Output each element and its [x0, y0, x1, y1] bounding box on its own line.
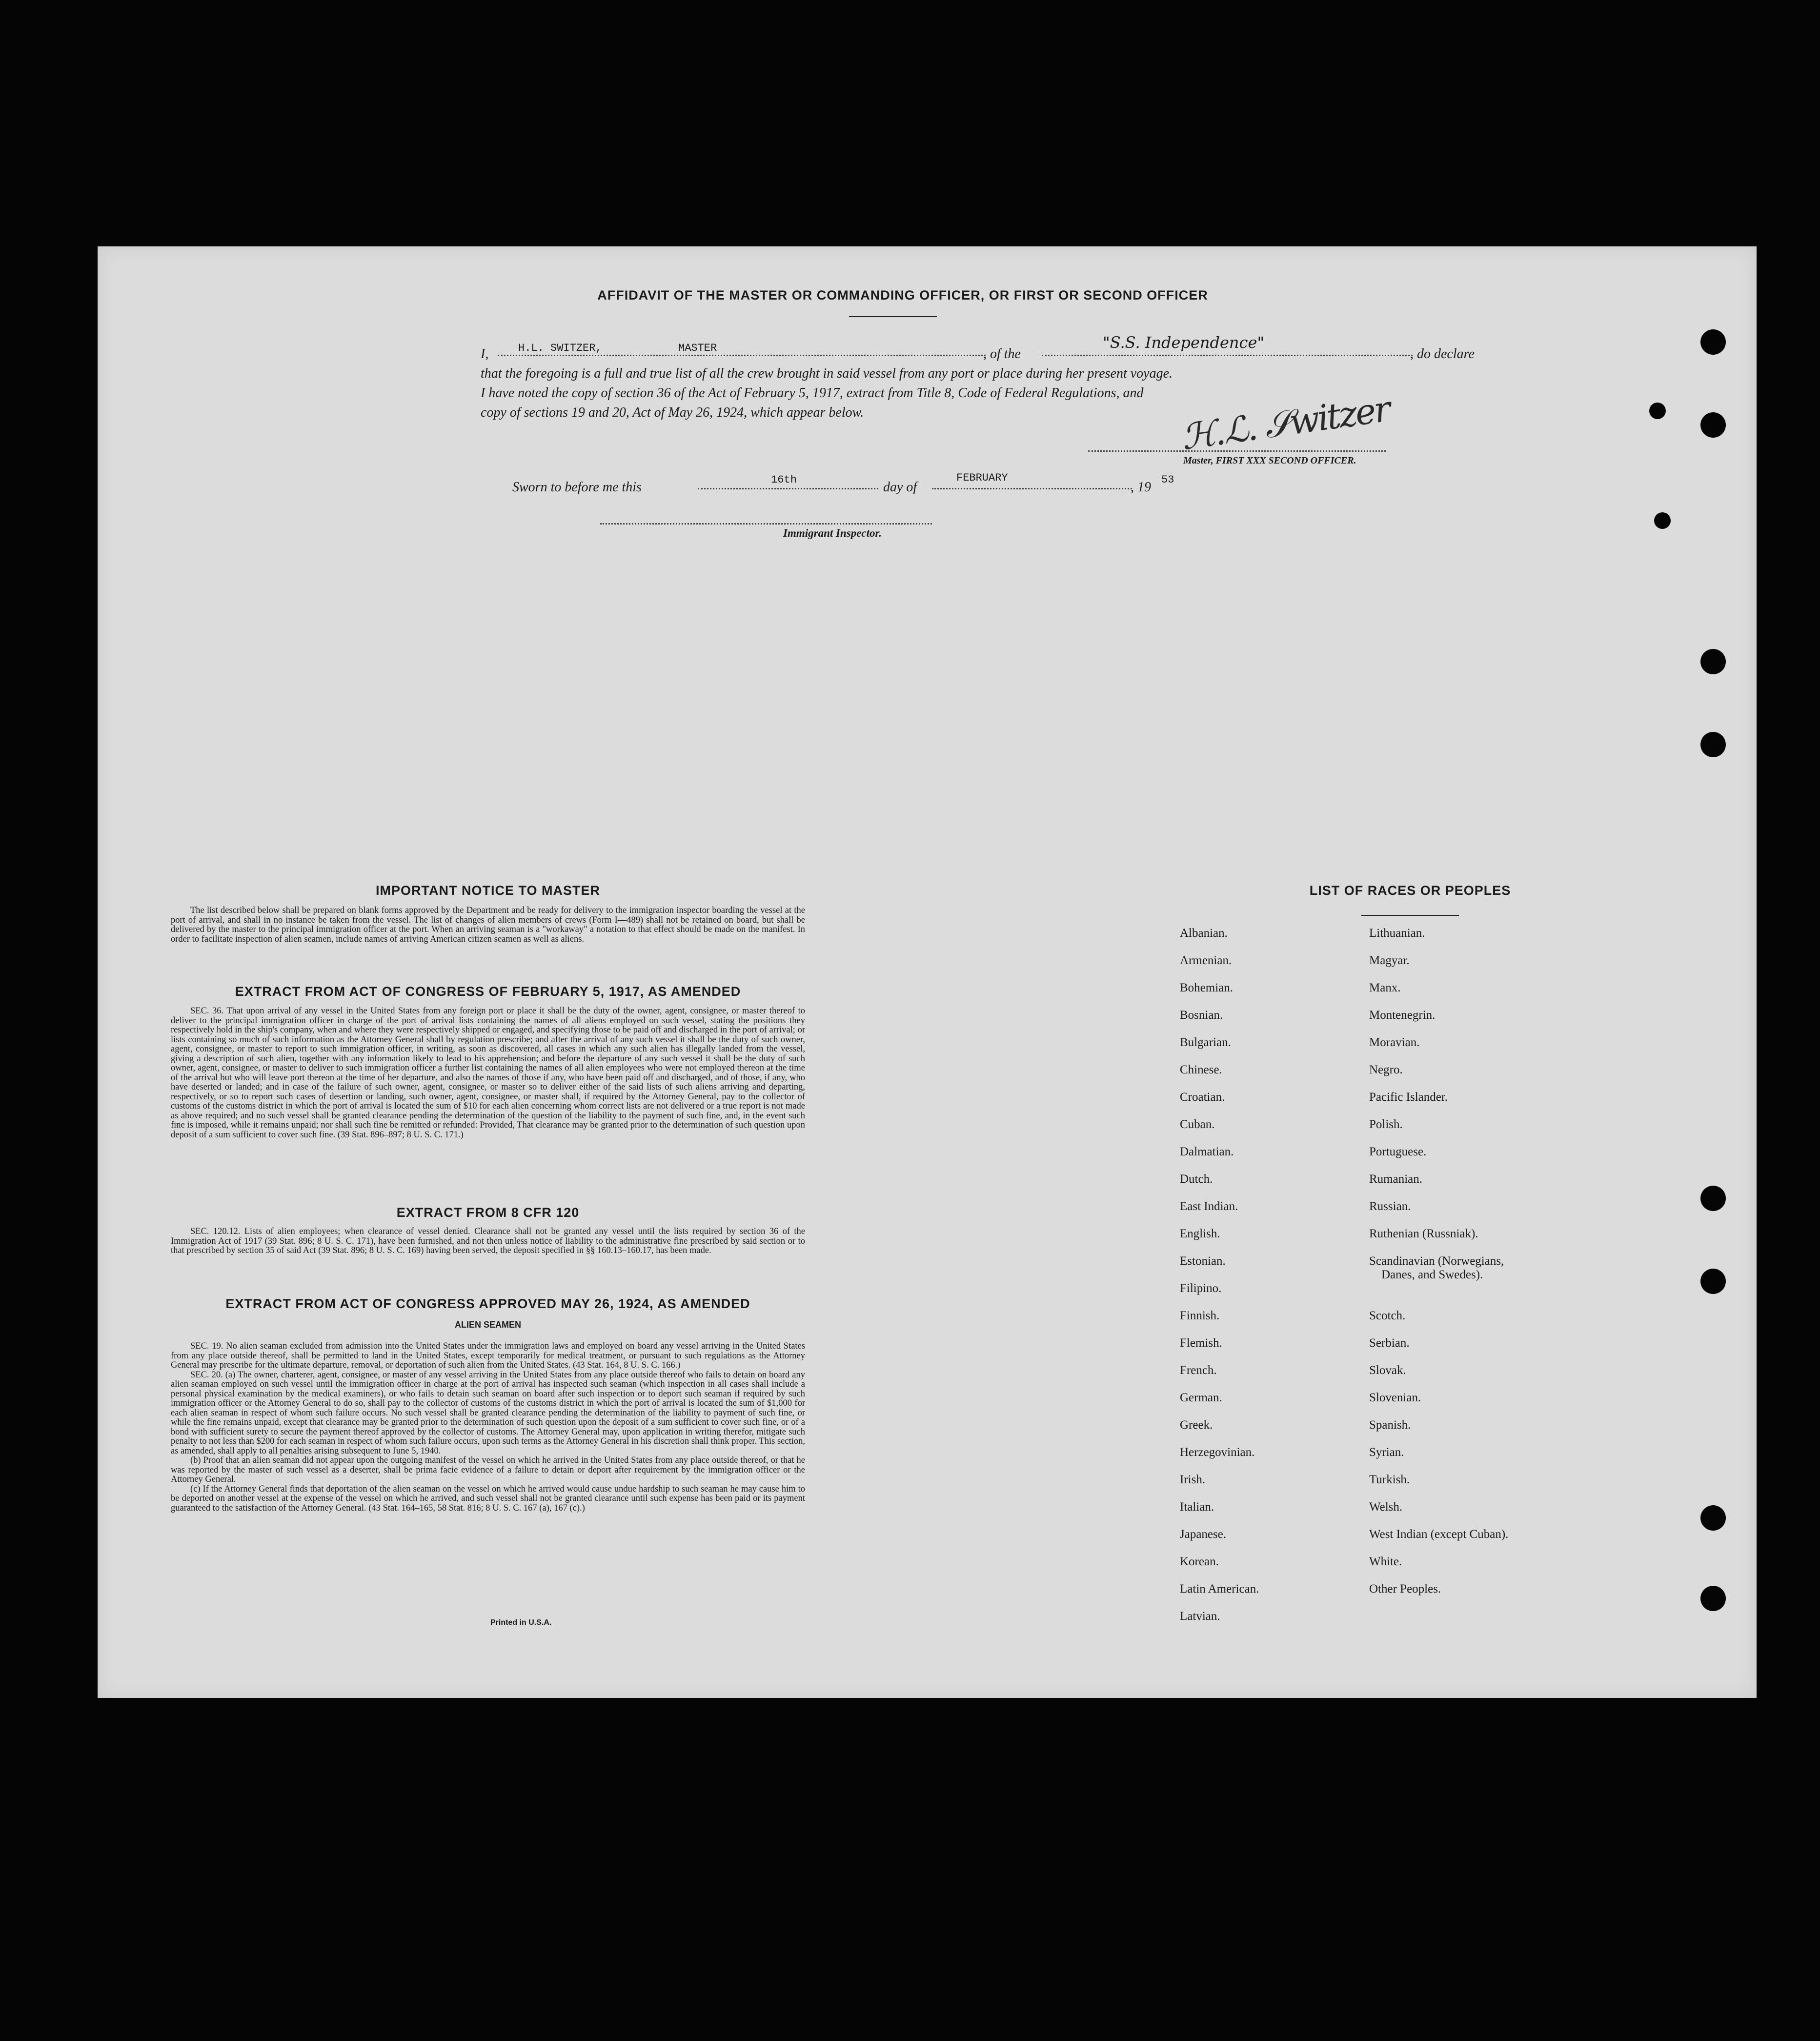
sworn-label: Sworn to before me this	[512, 480, 642, 495]
notice-heading: IMPORTANT NOTICE TO MASTER	[376, 883, 600, 898]
affidavit-line-4: copy of sections 19 and 20, Act of May 26, 1924, which appear below.	[481, 405, 864, 420]
race-item: Bohemian.	[1180, 981, 1234, 994]
race-item: Latin American.	[1180, 1582, 1259, 1596]
punch-hole	[1700, 329, 1726, 355]
race-item: Russian.	[1369, 1200, 1411, 1213]
race-item: Magyar.	[1369, 954, 1410, 967]
race-item: Polish.	[1369, 1118, 1403, 1131]
name-blank	[498, 355, 986, 356]
sworn-month: FEBRUARY	[956, 472, 1008, 484]
sec-20a: SEC. 20. (a) The owner, charterer, agent, consignee, or master of any vessel arriving in the United States from any place outside thereof who fails to detain on board any alien seaman employed on such vessel until the immigration officer in charge at the port of arrival has inspected such seaman (which inspection in all cases shall include a personal physical examination by the medical examiners), or who fails to detain such seaman on board after such inspection or to deport such seaman if required by such immigration officer or the Attorney General to do so, shall pay to the collector of customs of the customs district in which the port of arrival is located the sum of $1,000 for each alien seaman in respect of whom such failure occurs. No such vessel shall be granted clearance pending the determination of the liability to payment of such fine, or while the fine remains unpaid, except that clearance may be granted prior to the determination of such question upon the deposit of a sum sufficient to cover such fine, or of a bond with sufficient surety to secure the payment thereof approved by the collector of customs. The Attorney General may, upon application in writing therefor, mitigate such penalty to not less than $200 for each seaman in respect of whom such failure occurs, upon such terms as the Attorney General in his discretion shall think proper. This section, as amended, shall apply to all penalties arising subsequent to June 5, 1940.	[171, 1370, 805, 1456]
race-item: Bosnian.	[1180, 1009, 1223, 1022]
extract-1917-heading: EXTRACT FROM ACT OF CONGRESS OF FEBRUARY 5, 1917, AS AMENDED	[235, 984, 741, 999]
race-item: English.	[1180, 1227, 1220, 1240]
affidavit-line-2: that the foregoing is a full and true list of all the crew brought in said vessel from any port or place during her present voyage.	[481, 366, 1173, 381]
master-title: MASTER	[678, 342, 717, 354]
printed-in-usa: Printed in U.S.A.	[490, 1618, 552, 1627]
race-item: Croatian.	[1180, 1091, 1225, 1104]
extract-1924-heading: EXTRACT FROM ACT OF CONGRESS APPROVED MAY 26, 1924, AS AMENDED	[225, 1296, 750, 1311]
race-item: Armenian.	[1180, 954, 1232, 967]
punch-hole	[1700, 1269, 1726, 1294]
month-blank	[932, 488, 1132, 489]
race-item: Lithuanian.	[1369, 927, 1425, 940]
race-item: Turkish.	[1369, 1473, 1410, 1486]
race-item: Japanese.	[1180, 1528, 1227, 1541]
sec-20c: (c) If the Attorney General finds that deportation of the alien seaman on the vessel on which he arrived would cause undue hardship to such seaman he may cause him to be deported on another vessel at the expense of the vessel on which he arrived, and such vessel shall not be granted clearance until such expense has been paid or its payment guaranteed to the satisfaction of the Attorney General. (43 Stat. 164–165, 58 Stat. 816; 8 U. S. C. 167 (a), 167 (c).)	[171, 1484, 805, 1513]
document-page	[98, 246, 1757, 1698]
punch-hole	[1654, 512, 1671, 529]
affidavit-line-3: I have noted the copy of section 36 of the Act of February 5, 1917, extract from Title 8, Code of Federal Regulations, and	[481, 385, 1144, 401]
race-item: Scotch.	[1369, 1309, 1406, 1322]
year-prefix: , 19	[1131, 480, 1151, 495]
race-item: Other Peoples.	[1369, 1582, 1441, 1596]
punch-hole	[1700, 732, 1726, 757]
extract-1924-text	[171, 1342, 805, 1513]
race-item: Finnish.	[1180, 1309, 1220, 1322]
race-item: Rumanian.	[1369, 1172, 1423, 1186]
race-item: Montenegrin.	[1369, 1009, 1436, 1022]
extract-8cfr-heading: EXTRACT FROM 8 CFR 120	[396, 1205, 580, 1220]
race-item: Negro.	[1369, 1063, 1403, 1076]
sworn-day: 16th	[771, 474, 797, 486]
race-item: Greek.	[1180, 1418, 1213, 1432]
inspector-label: Immigrant Inspector.	[783, 527, 882, 539]
extract-8cfr-text: SEC. 120.12. Lists of alien employees; when clearance of vessel denied. Clearance shall not be granted any vessel until the lists required by section 36 of the Immigration Act of 1917 (39 Stat. 896; 8 U. S. C. 171), have been furnished, and not then unless notice of liability to the administrative fine prescribed by said section or to that prescribed by section 35 of said Act (39 Stat. 896; 8 U. S. C. 169) having been served, the deposit specified in §§ 160.13–160.17, has been made.	[171, 1227, 805, 1255]
races-column-1	[1180, 920, 1259, 1630]
race-item: Chinese.	[1180, 1063, 1222, 1076]
inspector-line	[600, 523, 932, 525]
day-blank	[698, 488, 878, 489]
alien-seamen-subheading: ALIEN SEAMEN	[454, 1320, 521, 1330]
race-item: Serbian.	[1369, 1336, 1410, 1350]
affidavit-i: I,	[481, 346, 489, 362]
punch-hole	[1700, 649, 1726, 674]
race-item: Bulgarian.	[1180, 1036, 1231, 1049]
punch-hole	[1700, 1586, 1726, 1611]
race-item: Dalmatian.	[1180, 1145, 1234, 1158]
day-of-label: day of	[883, 480, 917, 495]
race-item: Estonian.	[1180, 1254, 1226, 1268]
race-item: Portuguese.	[1369, 1145, 1427, 1158]
race-item: Flemish.	[1180, 1336, 1222, 1350]
races-underline	[1361, 915, 1459, 916]
notice-text: The list described below shall be prepared on blank forms approved by the Department and be ready for delivery to the immigration inspector boarding the vessel at the port of arrival, and shall in no instance be taken from the vessel. The list of changes of alien members of crews (Form I—489) shall not be retained on board, but shall be delivered by the master to the principal immigration officer at the port. When an arriving seaman is a "workaway" a notation to that effect should be made on the manifest. In order to facilitate inspection of alien seamen, include names of arriving American citizen seamen as well as aliens.	[171, 906, 805, 944]
race-item: Albanian.	[1180, 927, 1228, 940]
race-item: Irish.	[1180, 1473, 1206, 1486]
race-item: East Indian.	[1180, 1200, 1238, 1213]
vessel-blank-line	[1042, 355, 1413, 356]
punch-hole	[1700, 412, 1726, 438]
races-heading: LIST OF RACES OR PEOPLES	[1309, 883, 1511, 898]
races-column-2	[1369, 920, 1508, 1603]
vessel-name: "S.S. Independence"	[1103, 333, 1265, 352]
signature-line	[1088, 450, 1386, 452]
punch-hole	[1649, 403, 1666, 419]
master-signature: ℋ.ℒ. 𝒮witzer	[1179, 388, 1392, 458]
race-item: Manx.	[1369, 981, 1401, 994]
sec-20b: (b) Proof that an alien seaman did not appear upon the outgoing manifest of the vessel on which he arrived in the United States from any place outside thereof, or that he was reported by the master of such vessel as a deserter, shall be prima facie evidence of a failure to detain or deport after requirement by the immigration officer or the Attorney General.	[171, 1455, 805, 1484]
race-item: Slovenian.	[1369, 1391, 1421, 1404]
race-item: West Indian (except Cuban).	[1369, 1528, 1509, 1541]
do-declare-label: , do declare	[1410, 346, 1475, 362]
race-item: Pacific Islander.	[1369, 1091, 1448, 1104]
race-item: Cuban.	[1180, 1118, 1215, 1131]
race-item: Latvian.	[1180, 1610, 1220, 1623]
race-item: Slovak.	[1369, 1364, 1406, 1377]
race-item: Dutch.	[1180, 1172, 1213, 1186]
race-item: German.	[1180, 1391, 1222, 1404]
race-item: White.	[1369, 1555, 1402, 1568]
punch-hole	[1700, 1186, 1726, 1211]
race-item: Ruthenian (Russniak).	[1369, 1227, 1478, 1240]
race-item: Moravian.	[1369, 1036, 1420, 1049]
race-item: Korean.	[1180, 1555, 1219, 1568]
race-item: Italian.	[1180, 1500, 1214, 1514]
of-the-label: , of the	[983, 346, 1021, 362]
race-item: Danes, and Swedes).	[1381, 1268, 1483, 1281]
master-name: H.L. SWITZER,	[518, 342, 602, 354]
sworn-year: 53	[1161, 474, 1174, 486]
race-item: Herzegovinian.	[1180, 1446, 1255, 1459]
race-item: Spanish.	[1369, 1418, 1411, 1432]
race-item: Scandinavian (Norwegians,	[1369, 1254, 1504, 1268]
sec-19: SEC. 19. No alien seaman excluded from admission into the United States under the immigration laws and employed on board any vessel arriving in the United States from any place outside thereof, shall be permitted to land in the United States, except temporarily for medical treatment, or pursuant to such regulations as the Attorney General may prescribe for the ultimate departure, removal, or deportation of such alien from the United States. (43 Stat. 164, 8 U. S. C. 166.)	[171, 1341, 805, 1370]
punch-hole	[1700, 1505, 1726, 1531]
race-item: Welsh.	[1369, 1500, 1403, 1514]
race-item: Syrian.	[1369, 1446, 1404, 1459]
race-item: French.	[1180, 1364, 1217, 1377]
affidavit-heading: AFFIDAVIT OF THE MASTER OR COMMANDING OFFICER, OR FIRST OR SECOND OFFICER	[597, 288, 1208, 303]
extract-1917-text: SEC. 36. That upon arrival of any vessel in the United States from any foreign port or place it shall be the duty of the owner, agent, consignee, or master thereof to deliver to the principal immigration officer in charge of the port of arrival lists containing the names of all aliens employed on such vessel, stating the positions they respectively hold in the ship's company, when and where they were respectively shipped or engaged, and specifying those to be paid off and discharged in the port of arrival; or lists containing so much of such information as the Attorney General shall by regulation prescribe; and after the arrival of any such vessel it shall be the duty of such owner, agent, consignee, or master to report to such immigration officer, in writing, as soon as discovered, all cases in which any such alien has illegally landed from the vessel, giving a description of such alien, together with any information likely to lead to his apprehension; and before the departure of any such vessel it shall be the duty of such owner, agent, consignee, or master to deliver to such immigration officer a further list containing the names of all alien employees who were not employed thereon at the time of the arrival but who will leave port thereon at the time of her departure, and also the names of those if any, who have been paid off and discharged, and of those, if any, who have deserted or landed; and in case of the failure of such owner, agent, consignee, or master so to deliver either of the said lists of such aliens arriving and departing, respectively, or so to report such cases of desertion or landing, such owner, agent, consignee, or master shall, if required by the Attorney General, pay to the collector of customs of the customs district in which the port of arrival is located the sum of $10 for each alien concerning whom correct lists are not delivered or a true report is not made as above required; and no such vessel shall be granted clearance pending the determination of the question of the liability to the payment of such fine, and, in the event such fine is imposed, while it remains unpaid; nor shall such fine be remitted or refunded: Provided, That clearance may be granted prior to the determination of such question upon deposit of a sum sufficient to cover such fine. (39 Stat. 896–897; 8 U. S. C. 171.)	[171, 1006, 805, 1140]
heading-underline	[849, 316, 937, 317]
race-item: Filipino.	[1180, 1282, 1222, 1295]
master-label: Master, FIRST XXX SECOND OFFICER.	[1183, 455, 1356, 466]
